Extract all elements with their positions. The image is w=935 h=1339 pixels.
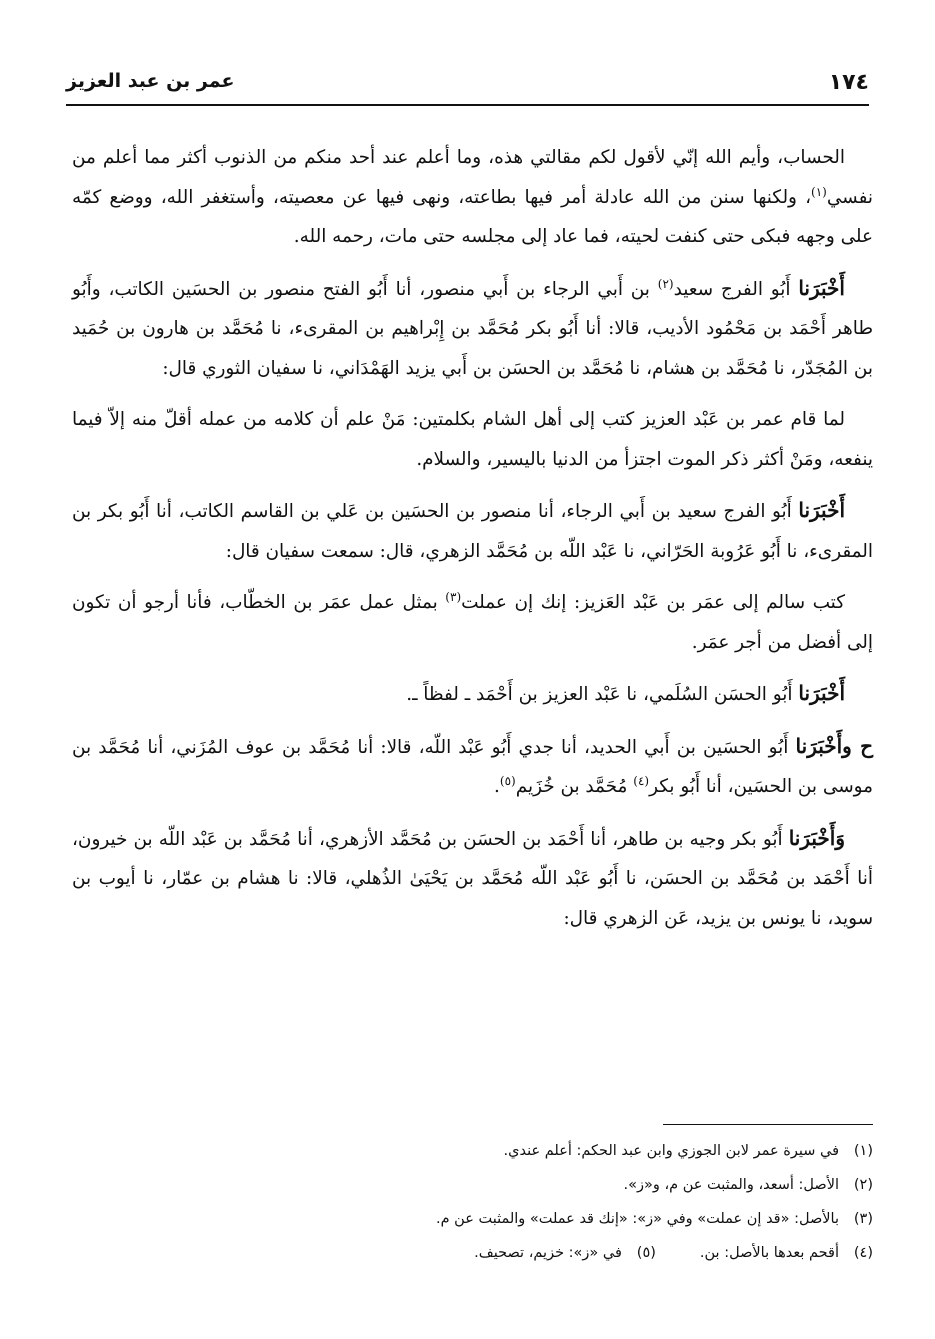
paragraph-text: أَبُو الفرج سعيد بن أَبي الرجاء، أنا منصور بن الحسَين بن عَلي بن القاسم الكاتب، أنا أَبُو بكر بن المقرىء، نا أَبُو عَرُوبة الحَرّاني، نا عَبْد اللّه بن مُحَمَّد الزهري، قال: سمعت سفيان قال: [72, 501, 873, 562]
paragraph-text: . [494, 776, 500, 797]
paragraph-8 [72, 819, 873, 939]
footnote-5 [474, 1245, 656, 1261]
footnote-ref: (١) [811, 184, 827, 199]
paragraph-text: مُحَمَّد بن خُزَيم [515, 776, 634, 797]
footnote-4 [80, 1236, 873, 1270]
paragraph-4 [72, 491, 873, 571]
running-title: عمر بن عبد العزيز [66, 70, 235, 92]
footnote-number: (٢) [853, 1177, 873, 1193]
isnad-lead: ح وأَخْبَرَنا [795, 733, 873, 758]
footnote-ref: (٤) [633, 773, 650, 788]
footnote-text: بالأصل: «قد إن عملت» وفي «ز»: «إنك قد عملت» والمثبت عن م. [435, 1211, 839, 1227]
isnad-lead: أَخْبَرَنا [798, 681, 845, 705]
main-text [72, 138, 873, 950]
footnote-ref: (٥) [499, 773, 516, 788]
footnote-number: (٥) [636, 1245, 656, 1261]
footnotes [80, 1134, 873, 1270]
paragraph-3 [72, 400, 873, 479]
isnad-lead: أَخْبَرَنا [798, 498, 845, 522]
footnote-ref: (٢) [657, 276, 674, 291]
footnote-number: (٤) [853, 1245, 873, 1261]
footnote-text: في سيرة عمر لابن الجوزي وابن عبد الحكم: أعلم عندي. [503, 1143, 839, 1159]
paragraph-text: أَبُو الحسَن السُلَمي، نا عَبْد العزيز بن أَحْمَد ـ لفظاً ـ. [406, 684, 799, 705]
paragraph-text: الحساب، وأيم الله إنّي لأقول لكم مقالتي هذه، وما أعلم عند أحد منكم من الذنوب أكثر مما أعلم من نفسي [72, 147, 873, 208]
paragraph-text: أَبُو الحسَين بن أَبي الحديد، أنا جدي أَبُو عَبْد اللّه، قالا: أنا مُحَمَّد بن عوف المُزَني، أنا مُحَمَّد بن موسى بن الحسَين، أنا أَبُو بكر [72, 736, 873, 797]
paragraph-2 [72, 269, 873, 389]
footnote-3 [80, 1202, 873, 1236]
page-number: ١٧٤ [828, 70, 869, 95]
footnote-text: في «ز»: خزيم، تصحيف. [474, 1245, 622, 1261]
footnote-text: أقحم بعدها بالأصل: بن. [699, 1245, 839, 1261]
footnote-number: (٣) [853, 1211, 873, 1227]
paragraph-text: لما قام عمر بن عَبْد العزيز كتب إلى أهل الشام بكلمتين: مَنْ علم أن كلامه من عمله أقلّ منه إلاّ فيما ينفعه، ومَنْ أكثر ذكر الموت اجتزأ من الدنيا باليسير، والسلام. [72, 409, 873, 470]
paragraph-text: كتب سالم إلى عمَر بن عَبْد العَزيز: إنك إن عملت [461, 592, 845, 613]
footnote-separator [663, 1124, 873, 1125]
paragraph-1 [72, 138, 873, 257]
isnad-lead: أَخْبَرَنا [798, 275, 845, 300]
isnad-lead: وَأَخْبَرَنا [788, 825, 845, 850]
paragraph-text: ، ولكنها سنن من الله عادلة أمر فيها بطاعته، ونهى فيها عن معصيته، وأستغفر الله، ووضع كمّه على وجهه فبكى حتى كنفت لحيته، فما عاد إلى مجلسه حتى مات، رحمه الله. [72, 186, 873, 247]
paragraph-5 [72, 583, 873, 662]
footnote-ref: (٣) [445, 589, 462, 604]
footnote-1 [80, 1134, 873, 1168]
paragraph-7 [72, 727, 873, 807]
footnote-number: (١) [853, 1143, 873, 1159]
paragraph-text: أَبُو بكر وجيه بن طاهر، أنا أَحْمَد بن الحسَن بن مُحَمَّد الأزهري، أنا مُحَمَّد بن عَبْد اللّه بن خيرون، أنا أَحْمَد بن مُحَمَّد بن الحسَن، نا أَبُو عَبْد اللّه مُحَمَّد بن يَحْيَىٰ الذُهلي، قالا: نا هشام بن عمّار، نا أيوب بن سويد، نا يونس بن يزيد، عَن الزهري قال: [72, 828, 873, 929]
paragraph-text: بمثل عمل عمَر بن الخطّاب، فأنا أرجو أن تكون إلى أفضل من أجر عمَر. [72, 592, 873, 653]
footnote-2 [80, 1168, 873, 1202]
paragraph-6 [72, 674, 873, 715]
page-header [66, 70, 869, 106]
footnote-text: الأصل: أسعد، والمثبت عن م، و«ز». [623, 1177, 839, 1193]
paragraph-text: أَبُو الفرج سعيد [673, 278, 799, 300]
paragraph-text: بن أَبي الرجاء بن أَبي منصور، أنا أَبُو الفتح منصور بن الحسَين الكاتب، وأَبُو طاهر أَحْمَد بن مَحْمُود الأديب، قالا: أنا أَبُو بكر مُحَمَّد بن إِبْراهيم بن المقرىء، نا مُحَمَّد بن هارون بن حُمَيد بن المُجَدّر، نا مُحَمَّد بن هشام، نا مُحَمَّد بن الحسَن بن أَبي يزيد الهَمْدَاني، نا سفيان الثوري قال: [72, 278, 873, 379]
